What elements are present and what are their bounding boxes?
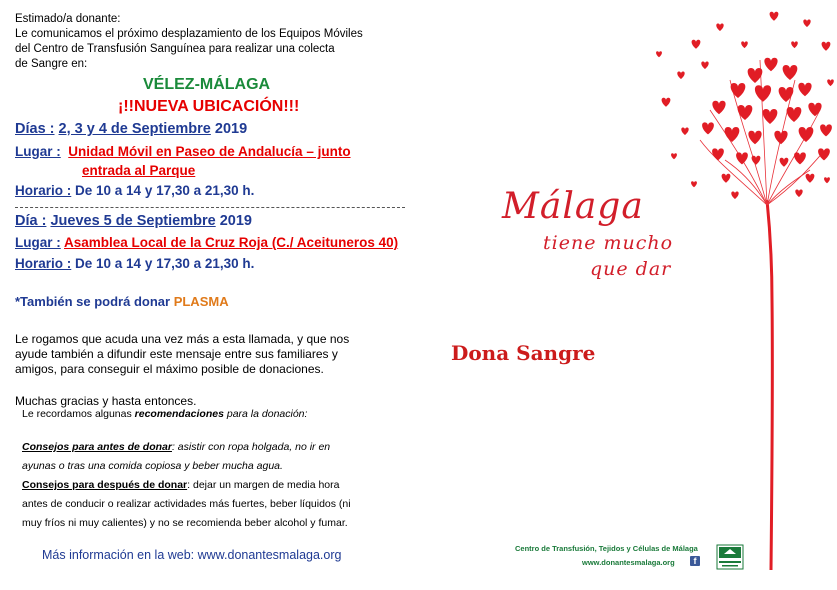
event1-year: 2019 bbox=[210, 121, 248, 137]
city-title: VÉLEZ-MÁLAGA bbox=[143, 76, 271, 93]
request-line-1: Le rogamos que acuda una vez más a esta llamada, y que nos bbox=[15, 332, 350, 346]
tip-before-title: Consejos para antes de donar bbox=[22, 441, 172, 453]
tip-after-text3: muy fríos ni muy calientes) y no se recomienda beber alcohol y fumar. bbox=[22, 517, 348, 529]
event2-place-label: Lugar : bbox=[15, 235, 61, 250]
tip-after bbox=[22, 476, 339, 495]
event1-hours-value: De 10 a 14 y 17,30 a 21,30 h. bbox=[71, 183, 255, 198]
event2-hours-value: De 10 a 14 y 17,30 a 21,30 h. bbox=[71, 256, 255, 271]
event2-days-label: Día : bbox=[15, 213, 47, 229]
facebook-icon[interactable]: f bbox=[690, 556, 700, 566]
footer-website[interactable]: www.donantesmalaga.org bbox=[582, 558, 675, 567]
event1-hours bbox=[15, 183, 254, 198]
intro-line-1: Le comunicamos el próximo desplazamiento de los Equipos Móviles bbox=[15, 28, 363, 40]
junta-andalucia-logo-icon bbox=[716, 544, 744, 570]
event2-days bbox=[15, 213, 252, 229]
thanks-line: Muchas gracias y hasta entonces. bbox=[15, 394, 197, 408]
section-divider bbox=[15, 207, 405, 208]
intro-line-2: del Centro de Transfusión Sanguínea para realizar una colecta bbox=[15, 43, 335, 55]
slogan-line-2: tiene mucho bbox=[543, 232, 674, 254]
reco-suffix: para la donación: bbox=[223, 408, 308, 420]
event1-place-line2: entrada al Parque bbox=[82, 163, 196, 178]
tip-before bbox=[22, 438, 330, 457]
intro-line-3: de Sangre en: bbox=[15, 58, 88, 70]
center-name: Centro de Transfusión, Tejidos y Células de Málaga bbox=[515, 544, 698, 553]
tip-after-text1: : dejar un margen de media hora bbox=[187, 479, 340, 491]
event1-place-label: Lugar : bbox=[15, 144, 61, 159]
reco-bold: recomendaciones bbox=[134, 408, 224, 420]
request-line-3: amigos, para conseguir el máximo posible de donaciones. bbox=[15, 362, 324, 376]
event2-hours bbox=[15, 256, 254, 271]
greeting: Estimado/a donante: bbox=[15, 13, 121, 25]
event1-days-label: Días : bbox=[15, 121, 55, 137]
tip-before-text2: ayunas o tras una comida copiosa y beber mucha agua. bbox=[22, 460, 283, 472]
event2-place-value: Asamblea Local de la Cruz Roja (C./ Aceituneros 40) bbox=[64, 235, 399, 250]
plasma-prefix: *También se podrá donar bbox=[15, 294, 174, 309]
event1-days bbox=[15, 121, 247, 137]
request-line-2: ayude también a difundir este mensaje entre sus familiares y bbox=[15, 347, 338, 361]
slogan-main: Málaga bbox=[502, 186, 644, 227]
new-location-banner: ¡!!NUEVA UBICACIÓN!!! bbox=[118, 98, 300, 115]
tip-after-text2: antes de conducir o realizar actividades más fuertes, beber líquidos (ni bbox=[22, 498, 351, 510]
event1-place bbox=[15, 144, 351, 159]
more-info-link[interactable]: Más información en la web: www.donantesmalaga.org bbox=[42, 548, 342, 562]
heart-tree-illustration bbox=[540, 0, 837, 590]
plasma-word: PLASMA bbox=[173, 294, 229, 309]
plasma-note bbox=[15, 294, 229, 309]
recommendations-intro bbox=[22, 408, 307, 420]
dona-sangre-headline: Dona Sangre bbox=[451, 341, 596, 365]
event1-hours-label: Horario : bbox=[15, 183, 72, 198]
event1-place-line1: Unidad Móvil en Paseo de Andalucía – junto bbox=[68, 144, 351, 159]
event2-hours-label: Horario : bbox=[15, 256, 72, 271]
event2-place bbox=[15, 235, 398, 250]
event1-days-value: 2, 3 y 4 de Septiembre bbox=[58, 121, 211, 137]
tip-after-title: Consejos para después de donar bbox=[22, 479, 188, 491]
event2-year: 2019 bbox=[215, 213, 252, 229]
reco-prefix: Le recordamos algunas bbox=[22, 408, 135, 420]
slogan-line-3: que dar bbox=[590, 258, 672, 280]
tip-before-text1: : asistir con ropa holgada, no ir en bbox=[171, 441, 331, 453]
event2-days-value: Jueves 5 de Septiembre bbox=[50, 213, 216, 229]
